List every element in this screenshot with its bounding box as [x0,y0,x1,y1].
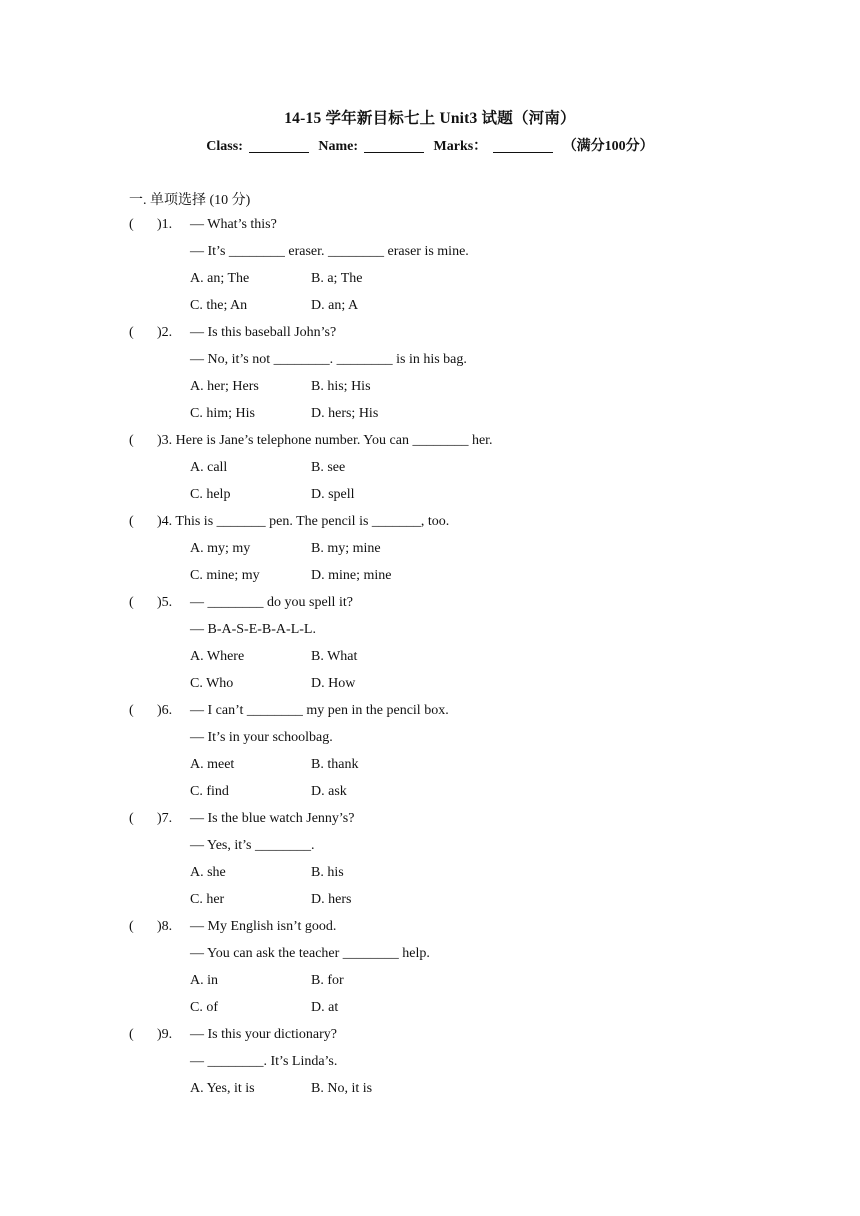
question-line: — It’s in your schoolbag. [190,730,333,745]
option-d: D. hers; His [311,406,379,421]
question-7-options-row-2 [0,892,860,919]
marks-label: Marks： [433,139,488,154]
answer-paren: ( [129,811,134,826]
option-b: B. see [311,460,346,475]
question-number: )6. [157,703,173,718]
option-b: B. for [311,973,344,988]
question-8-options-row-1 [0,973,860,1000]
question-number: )9. [157,1027,173,1042]
class-label: Class: [206,139,243,154]
option-c: C. her [190,892,225,907]
name-label: Name: [318,139,359,154]
question-7-stem [0,811,860,838]
answer-paren: ( [129,217,134,232]
student-info-line [0,135,860,155]
question-line: — You can ask the teacher ________ help. [190,946,430,961]
question-2-stem [0,325,860,352]
section-title: 一. 单项选择 (10 分) [129,193,251,208]
question-6-options-row-1 [0,757,860,784]
option-b: B. What [311,649,358,664]
answer-paren: ( [129,433,134,448]
question-6-options-row-2 [0,784,860,811]
full-marks: （满分100分） [562,139,654,154]
option-d: D. hers [311,892,352,907]
option-d: D. spell [311,487,355,502]
answer-paren: ( [129,703,134,718]
option-a: A. her; Hers [190,379,259,394]
option-d: D. How [311,676,356,691]
option-c: C. the; An [190,298,248,313]
question-line: — It’s ________ eraser. ________ eraser is mine. [190,244,469,259]
option-d: D. ask [311,784,347,799]
question-2-line-2 [0,352,860,379]
question-5-line-2 [0,622,860,649]
option-b: B. a; The [311,271,363,286]
question-line: — Is this your dictionary? [190,1027,337,1042]
question-line: — B-A-S-E-B-A-L-L. [190,622,316,637]
question-4-options-row-2 [0,568,860,595]
question-number: )2. [157,325,173,340]
question-line: — My English isn’t good. [190,919,337,934]
question-line: — Is the blue watch Jenny’s? [190,811,355,826]
question-1-stem [0,217,860,244]
option-a: A. she [190,865,226,880]
question-line: — ________. It’s Linda’s. [190,1054,338,1069]
option-a: A. an; The [190,271,250,286]
question-number: )8. [157,919,173,934]
option-b: B. thank [311,757,359,772]
question-5-options-row-1 [0,649,860,676]
option-d: D. at [311,1000,339,1015]
option-a: A. Yes, it is [190,1081,255,1096]
marks-blank [493,138,553,153]
question-6-line-2 [0,730,860,757]
page-title: 14-15 学年新目标七上 Unit3 试题（河南） [284,110,576,127]
option-a: A. in [190,973,218,988]
question-line: — What’s this? [190,217,277,232]
question-4-stem [0,514,860,541]
question-text: )4. This is _______ pen. The pencil is _______, too. [157,514,450,529]
option-b: B. his [311,865,344,880]
option-b: B. my; mine [311,541,381,556]
option-c: C. find [190,784,229,799]
option-c: C. help [190,487,231,502]
option-a: A. call [190,460,228,475]
answer-paren: ( [129,1027,134,1042]
question-8-stem [0,919,860,946]
question-2-options-row-1 [0,379,860,406]
question-1-options-row-1 [0,271,860,298]
option-c: C. Who [190,676,234,691]
option-b: B. No, it is [311,1081,373,1096]
answer-paren: ( [129,514,134,529]
option-c: C. him; His [190,406,255,421]
question-line: — ________ do you spell it? [190,595,353,610]
question-8-options-row-2 [0,1000,860,1027]
question-number: )5. [157,595,173,610]
question-6-stem [0,703,860,730]
class-blank [249,138,309,153]
question-text: )3. Here is Jane’s telephone number. You can ________ her. [157,433,493,448]
question-7-line-2 [0,838,860,865]
question-2-options-row-2 [0,406,860,433]
name-blank [364,138,424,153]
question-3-options-row-2 [0,487,860,514]
option-c: C. mine; my [190,568,260,583]
question-5-options-row-2 [0,676,860,703]
question-1-options-row-2 [0,298,860,325]
answer-paren: ( [129,919,134,934]
question-number: )1. [157,217,173,232]
question-line: — Is this baseball John’s? [190,325,337,340]
option-c: C. of [190,1000,218,1015]
question-line: — Yes, it’s ________. [190,838,315,853]
question-8-line-2 [0,946,860,973]
answer-paren: ( [129,325,134,340]
option-a: A. meet [190,757,235,772]
question-7-options-row-1 [0,865,860,892]
question-1-line-2 [0,244,860,271]
question-5-stem [0,595,860,622]
option-d: D. mine; mine [311,568,392,583]
question-3-stem [0,433,860,460]
question-9-line-2 [0,1054,860,1081]
question-9-stem [0,1027,860,1054]
question-9-options-row-1 [0,1081,860,1108]
question-line: — No, it’s not ________. ________ is in his bag. [190,352,467,367]
option-a: A. Where [190,649,245,664]
question-number: )7. [157,811,173,826]
question-3-options-row-1 [0,460,860,487]
option-d: D. an; A [311,298,359,313]
question-line: — I can’t ________ my pen in the pencil box. [190,703,449,718]
option-a: A. my; my [190,541,251,556]
answer-paren: ( [129,595,134,610]
question-4-options-row-1 [0,541,860,568]
option-b: B. his; His [311,379,371,394]
